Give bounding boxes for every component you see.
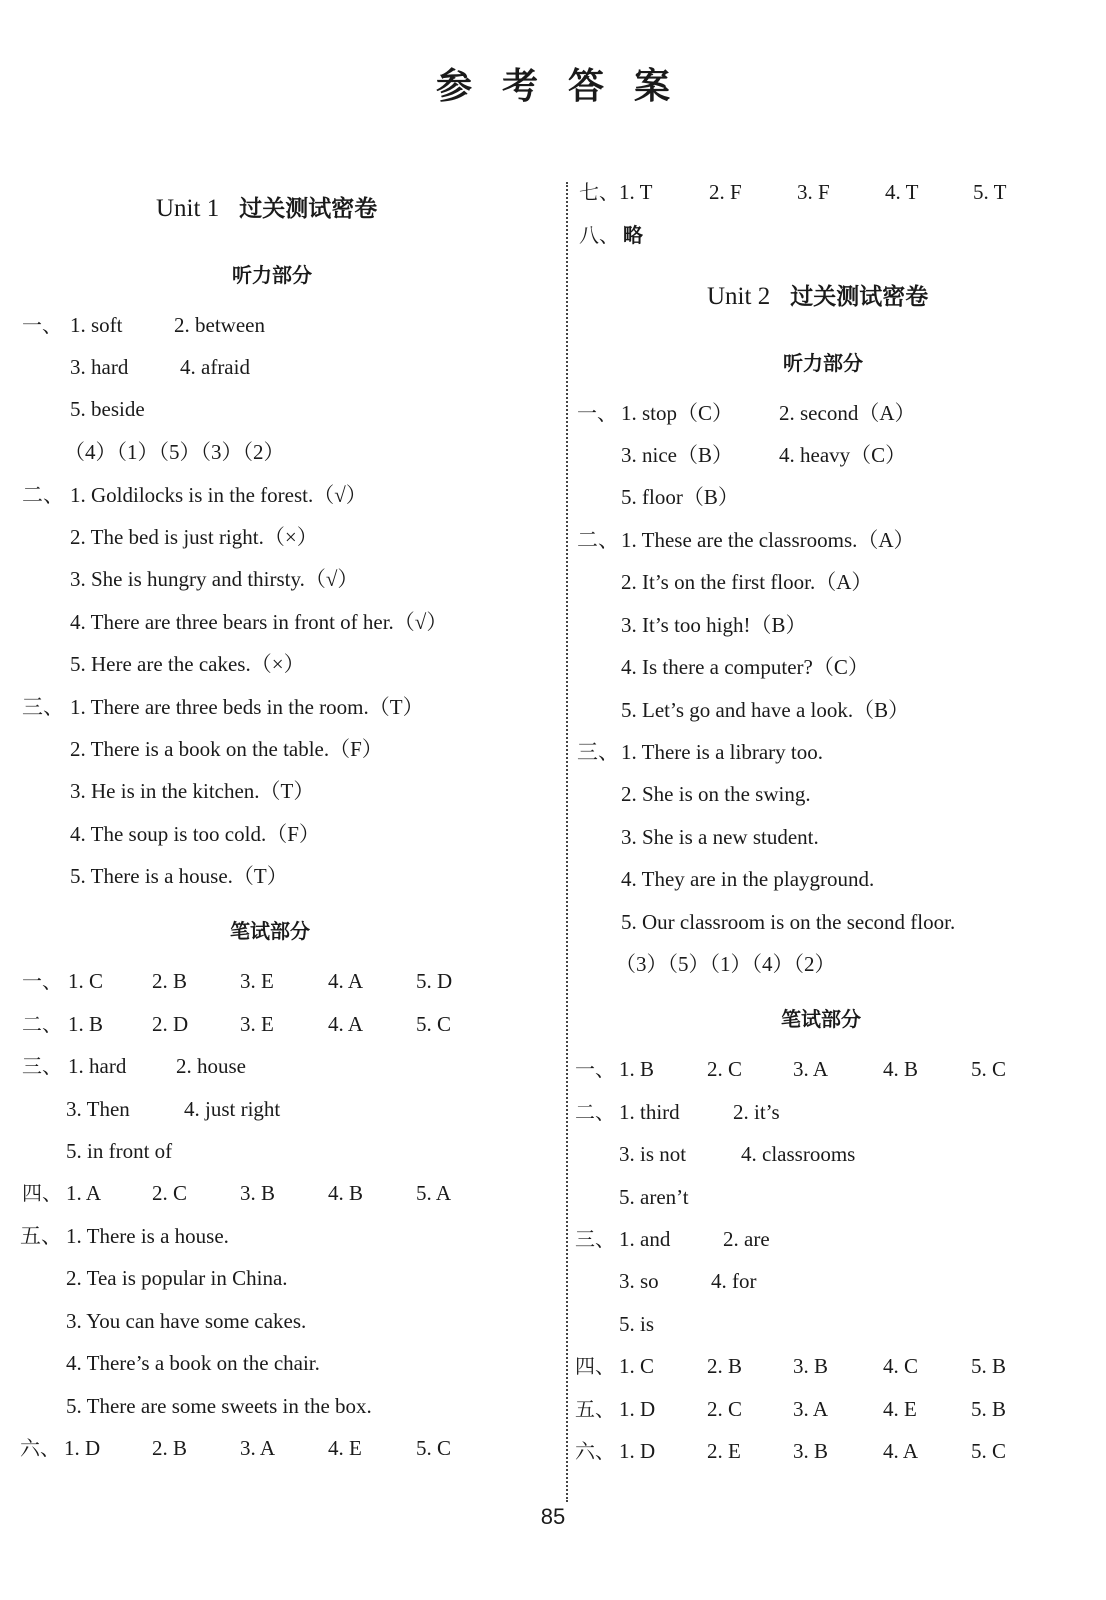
answer: 1. stop（C） — [621, 401, 734, 425]
list-item: 1. These are the classrooms.（A） — [621, 528, 915, 552]
answer: 2. B — [152, 1436, 188, 1460]
answer: 3. hard — [70, 355, 129, 379]
answer: 4. A — [328, 1012, 364, 1036]
answer: 2. C — [707, 1057, 743, 1081]
answer: 1. third — [619, 1100, 680, 1124]
answer: 4. T — [885, 180, 919, 204]
answer: 5. C — [416, 1012, 452, 1036]
writing-q4-row — [575, 1349, 1075, 1383]
answer: 2. it’s — [733, 1100, 780, 1124]
listening-q1-row-2 — [577, 438, 1077, 472]
listening-q1-row-2 — [22, 350, 502, 384]
list-item: 2. There is a book on the table.（F） — [70, 737, 383, 761]
answer: 4. C — [883, 1354, 919, 1378]
page-number: 85 — [540, 1504, 566, 1529]
right-column — [575, 0, 1103, 1600]
writing-q6-row — [20, 1431, 500, 1465]
list-item: 3. You can have some cakes. — [66, 1309, 307, 1333]
writing-q4-row — [22, 1176, 502, 1210]
answer: 1. D — [619, 1439, 656, 1463]
answer: 1. D — [619, 1397, 656, 1421]
unit-title: 过关测试密卷 — [790, 284, 929, 310]
list-item: 5. Let’s go and have a look.（B） — [621, 698, 910, 722]
question-label: 一、 — [575, 1057, 615, 1081]
listening-heading: 听力部分 — [232, 263, 312, 287]
list-item: 2. It’s on the first floor.（A） — [621, 570, 873, 594]
question-label: 三、 — [22, 1054, 62, 1078]
unit-number: Unit 2 — [707, 283, 771, 310]
writing-heading: 笔试部分 — [230, 919, 310, 943]
answer: 2. D — [152, 1012, 189, 1036]
answer: 1. T — [619, 180, 653, 204]
list-item: 4. There’s a book on the chair. — [66, 1351, 320, 1375]
writing-q5-row — [575, 1392, 1075, 1426]
question-label: 一、 — [22, 969, 62, 993]
list-item: 1. There is a house. — [66, 1224, 229, 1248]
writing-q3-row-3: 5. is — [619, 1312, 655, 1336]
answer: 4. E — [328, 1436, 362, 1460]
answer: 3. A — [240, 1436, 276, 1460]
q7-row — [579, 175, 1079, 209]
answer: 3. nice（B） — [621, 443, 733, 467]
listening-heading: 听力部分 — [783, 351, 863, 375]
answer: 3. B — [793, 1354, 829, 1378]
question-label: 五、 — [20, 1224, 62, 1248]
list-item: 4. There are three bears in front of her.（√） — [70, 610, 448, 634]
question-label: 三、 — [577, 740, 619, 764]
list-item: 5. Here are the cakes.（×） — [70, 652, 305, 676]
writing-q3-row-2 — [575, 1264, 1075, 1298]
answer: 2. B — [152, 969, 188, 993]
writing-q3-row-1 — [22, 1049, 502, 1083]
answer: 5. B — [971, 1354, 1007, 1378]
listening-q1-order: （4）（1）（5）（3）（2） — [64, 440, 285, 464]
writing-q2-row-2 — [575, 1137, 1075, 1171]
answer: 3. A — [793, 1397, 829, 1421]
left-column — [0, 0, 520, 1600]
answer: 1. and — [619, 1227, 671, 1251]
writing-q2-row-1 — [575, 1095, 1075, 1129]
answer: 4. B — [328, 1181, 364, 1205]
answer: 3. E — [240, 1012, 274, 1036]
writing-q2-row-3: 5. aren’t — [619, 1185, 689, 1209]
writing-q2-row — [22, 1007, 502, 1041]
list-item: 1. Goldilocks is in the forest.（√） — [70, 483, 367, 507]
answer: 1. hard — [68, 1054, 127, 1078]
question-label: 四、 — [575, 1354, 615, 1378]
answer: 1. B — [619, 1057, 655, 1081]
answer: 3. Then — [66, 1097, 130, 1121]
writing-q3-row-3: 5. in front of — [66, 1139, 173, 1163]
answer: 略 — [623, 223, 643, 247]
list-item: 5. There is a house.（T） — [70, 864, 288, 888]
writing-q3-row-2 — [22, 1092, 502, 1126]
answer: 4. heavy（C） — [779, 443, 907, 467]
list-item: 3. She is a new student. — [621, 825, 819, 849]
unit-title: 过关测试密卷 — [239, 196, 378, 222]
question-label: 二、 — [22, 483, 64, 507]
answer: 3. is not — [619, 1142, 687, 1166]
answer: 3. B — [240, 1181, 276, 1205]
writing-q1-row — [575, 1052, 1075, 1086]
list-item: 4. The soup is too cold.（F） — [70, 822, 320, 846]
question-label: 五、 — [575, 1397, 615, 1421]
question-label: 三、 — [575, 1227, 615, 1251]
answer: 1. A — [66, 1181, 102, 1205]
question-label: 二、 — [575, 1100, 615, 1124]
answer: 2. C — [152, 1181, 188, 1205]
answer: 1. B — [68, 1012, 104, 1036]
answer: 1. soft — [70, 313, 123, 337]
answer: 5. B — [971, 1397, 1007, 1421]
writing-q1-row — [22, 964, 502, 998]
question-label: 八、 — [579, 223, 619, 247]
listening-q1-row-1 — [577, 396, 1077, 430]
list-item: 2. Tea is popular in China. — [66, 1266, 288, 1290]
list-item: 2. She is on the swing. — [621, 782, 811, 806]
question-label: 四、 — [22, 1181, 62, 1205]
list-item: 5. There are some sweets in the box. — [66, 1394, 372, 1418]
question-label: 七、 — [579, 180, 619, 204]
writing-q3-row-1 — [575, 1222, 1075, 1256]
unit-1-heading — [156, 192, 377, 226]
answer: 3. A — [793, 1057, 829, 1081]
answer: 5. C — [971, 1057, 1007, 1081]
column-divider — [566, 182, 568, 1502]
list-item: 4. They are in the playground. — [621, 867, 875, 891]
question-label: 一、 — [22, 313, 62, 337]
writing-heading: 笔试部分 — [781, 1007, 861, 1031]
answer: 2. F — [709, 180, 742, 204]
listening-q1-row-1 — [22, 308, 502, 342]
page-title: 参考答案 — [435, 66, 700, 107]
list-item: 1. There are three beds in the room.（T） — [70, 695, 424, 719]
unit-2-heading — [707, 280, 928, 314]
answer: 5. T — [973, 180, 1007, 204]
writing-q6-row — [575, 1434, 1075, 1468]
answer: 5. A — [416, 1181, 452, 1205]
answer: 4. for — [711, 1269, 757, 1293]
answer: 2. B — [707, 1354, 743, 1378]
question-label: 二、 — [577, 528, 619, 552]
q8-row — [579, 218, 879, 252]
answer: 2. second（A） — [779, 401, 916, 425]
question-label: 六、 — [20, 1436, 60, 1460]
list-item: 2. The bed is just right.（×） — [70, 525, 318, 549]
answer: 4. E — [883, 1397, 917, 1421]
answer: 5. D — [416, 969, 453, 993]
answer: 4. just right — [184, 1097, 281, 1121]
list-item: 5. Our classroom is on the second floor. — [621, 910, 956, 934]
list-item: 1. There is a library too. — [621, 740, 823, 764]
list-item: 3. She is hungry and thirsty.（√） — [70, 567, 359, 591]
listening-q1-row-3: 5. beside — [70, 397, 145, 421]
question-label: 一、 — [577, 401, 617, 425]
answer: 3. so — [619, 1269, 659, 1293]
answer: 3. E — [240, 969, 274, 993]
listening-q1-row-3: 5. floor（B） — [621, 485, 739, 509]
answer: 4. A — [883, 1439, 919, 1463]
answer: 4. afraid — [180, 355, 250, 379]
answer: 1. C — [619, 1354, 655, 1378]
unit-number: Unit 1 — [156, 195, 220, 222]
answer: 2. E — [707, 1439, 741, 1463]
question-label: 六、 — [575, 1439, 615, 1463]
answer: 3. B — [793, 1439, 829, 1463]
answer: 1. D — [64, 1436, 101, 1460]
answer: 5. C — [416, 1436, 452, 1460]
list-item: 3. It’s too high!（B） — [621, 613, 807, 637]
answer: 4. classrooms — [741, 1142, 856, 1166]
answer: 2. are — [723, 1227, 770, 1251]
answer: 4. A — [328, 969, 364, 993]
list-item: 3. He is in the kitchen.（T） — [70, 779, 315, 803]
list-item: 4. Is there a computer?（C） — [621, 655, 869, 679]
answer: 5. C — [971, 1439, 1007, 1463]
answer: 2. house — [176, 1054, 246, 1078]
listening-q3-order: （3）（5）（1）（4）（2） — [615, 952, 836, 976]
answer: 1. C — [68, 969, 104, 993]
question-label: 二、 — [22, 1012, 62, 1036]
question-label: 三、 — [22, 695, 64, 719]
answer: 3. F — [797, 180, 830, 204]
answer: 2. between — [174, 313, 265, 337]
answer: 4. B — [883, 1057, 919, 1081]
answer: 2. C — [707, 1397, 743, 1421]
